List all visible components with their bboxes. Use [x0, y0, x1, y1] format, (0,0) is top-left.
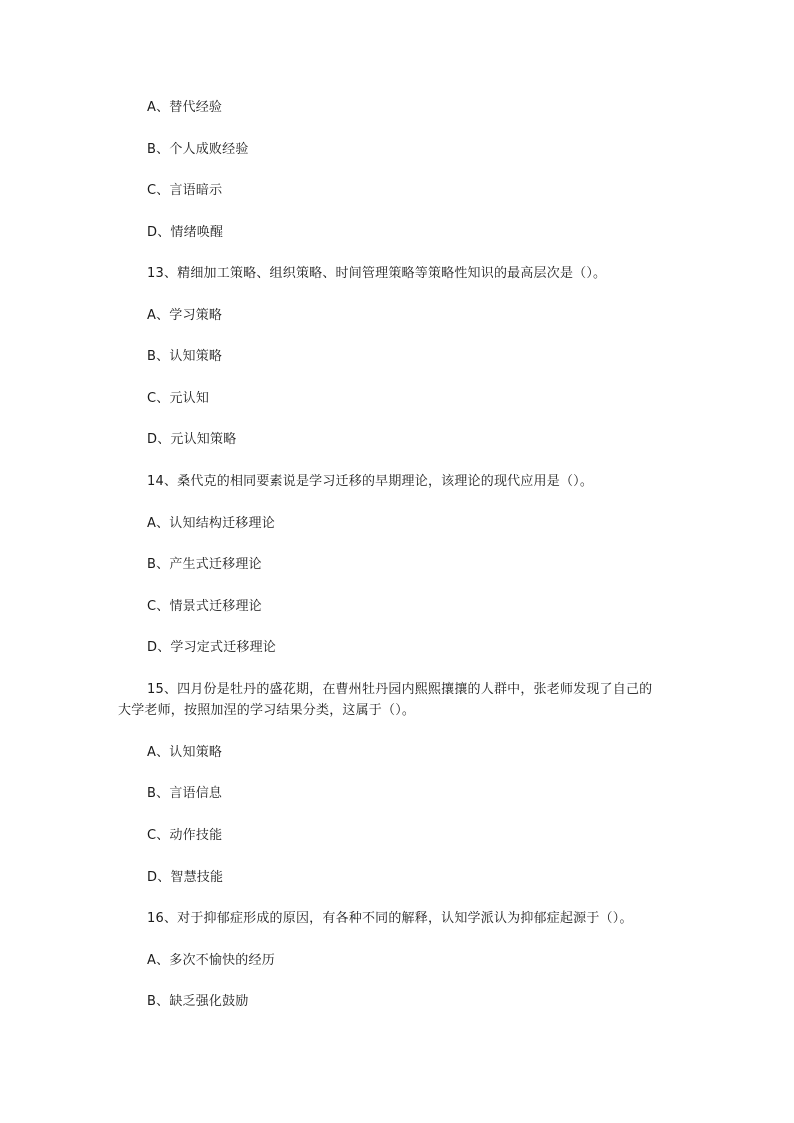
option-a-q15: A、认知策略: [147, 745, 223, 760]
option-d-q12: D、情绪唤醒: [147, 225, 224, 240]
option-d-q15: D、智慧技能: [147, 870, 224, 885]
option-b-q16: B、缺乏强化鼓励: [147, 994, 249, 1009]
option-d-q14: D、学习定式迁移理论: [147, 640, 277, 655]
option-b-q14: B、产生式迁移理论: [147, 557, 262, 572]
option-a-q14: A、认知结构迁移理论: [147, 516, 275, 531]
question-13: 13、精细加工策略、组织策略、时间管理策略等策略性知识的最高层次是（）。: [147, 266, 607, 281]
question-16: 16、对于抑郁症形成的原因，有各种不同的解释，认知学派认为抑郁症起源于（）。: [147, 911, 633, 926]
option-c-q12: C、言语暗示: [147, 183, 223, 198]
option-a-q16: A、多次不愉快的经历: [147, 953, 275, 968]
option-a-q12: A、替代经验: [147, 100, 223, 115]
question-14: 14、桑代克的相同要素说是学习迁移的早期理论，该理论的现代应用是（）。: [147, 474, 594, 489]
option-c-q15: C、动作技能: [147, 828, 223, 843]
option-c-q14: C、情景式迁移理论: [147, 599, 262, 614]
option-a-q13: A、学习策略: [147, 308, 223, 323]
option-d-q13: D、元认知策略: [147, 432, 237, 447]
option-b-q13: B、认知策略: [147, 349, 223, 364]
option-b-q12: B、个人成败经验: [147, 142, 249, 157]
question-15: 15、四月份是牡丹的盛花期，在曹州牡丹园内熙熙攘攘的人群中，张老师发现了自己的大学老师，按照加涅的学习结果分类，这属于（）。: [118, 682, 653, 718]
option-c-q13: C、元认知: [147, 391, 210, 406]
option-b-q15: B、言语信息: [147, 786, 223, 801]
